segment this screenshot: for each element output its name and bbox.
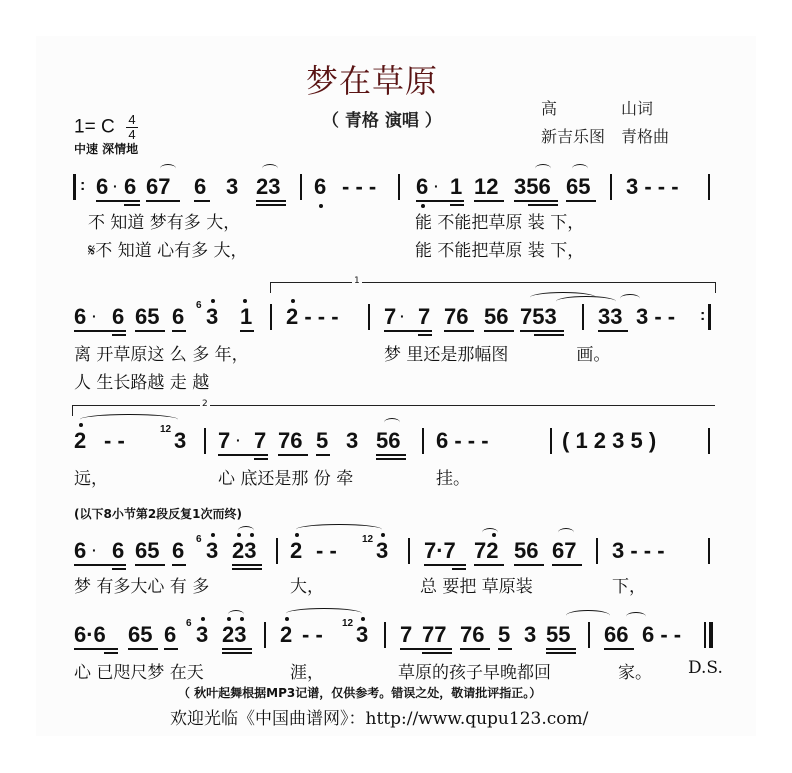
slur [620,294,640,303]
lyric-line-3b: 心 底还是那 份 牵 [218,469,354,489]
lyric-verse-1-right: 梦 里还是那幅图 画。 [384,345,611,365]
score-line-5: 6·6 65 6 6 3 23 2 - - 12 3 7 77 76 5 3 55 66 6 - - [0,622,792,662]
final-barline-thick [709,622,713,648]
lyric-verse-2: 人 生长路越 走 越 [74,373,210,393]
barline [422,428,424,454]
barline [408,538,410,564]
score-line-4: 6 · 6 65 6 6 3 23 2 - - 12 3 7·7 72 56 67 3 - - - [0,538,792,578]
final-barline-thin [704,622,706,648]
barline [276,538,278,564]
repeat-instruction: (以下8小节第2段反复1次而终) [74,507,243,521]
dal-segno: D.S. [688,658,723,678]
lyric-line-5c: 草原的孩子早晚都回 [398,663,551,683]
singer-credit: （ 青格 演唱 ） [322,111,442,131]
slur [384,418,400,427]
lyric-line-5d: 家。 [618,663,652,683]
lyric-line-4d: 下， [612,577,646,597]
lyric-line-3a: 远， [74,469,108,489]
barline [588,622,590,648]
barline [398,174,400,200]
barline [384,622,386,648]
barline [204,428,206,454]
slur [262,164,278,173]
slur [228,610,244,619]
barline [708,174,710,200]
lyric-line-5a: 心 已咫尺梦 在天 [74,663,204,683]
slur [558,528,574,537]
slur [296,524,382,535]
score-line-2: 6 · 6 65 6 6 3 1 2 - - - 7 · 7 76 56 753 33 3 - - : [0,304,792,344]
transcription-note: （ 秋叶起舞根据MP3记谱，仅供参考。错误之处，敬请批评指正。） [178,686,542,700]
barline [550,428,552,454]
barline [596,538,598,564]
slur [238,526,254,535]
lyric-line-4c: 总 要把 草原装 [420,577,533,597]
lyric-verse-1: 离 开草原这 么 多 年， [74,345,249,365]
barline [368,304,370,330]
repeat-end-barline [708,304,711,330]
slur [80,414,178,425]
slur [286,608,362,619]
barline [708,428,710,454]
barline [582,304,584,330]
repeat-start-barline [73,174,76,200]
lyric-line-5b: 涯， [290,663,324,683]
song-title: 梦在草原 [306,62,439,100]
barline [300,174,302,200]
website-welcome: 欢迎光临《中国曲谱网》：http://www.qupu123.com/ [170,709,589,729]
lyric-line-4b: 大， [290,577,324,597]
time-signature: $\frac{4}{4}$ [126,114,138,141]
lyric-verse-1-right: 能 不能把草原 装 下， [415,213,585,233]
slur [566,610,610,621]
lyric-line-3c: 挂。 [436,469,470,489]
slur [572,164,588,173]
barline [708,538,710,564]
slur [626,612,646,621]
barline [264,622,266,648]
key-label: 1= C [74,116,115,138]
key-signature [74,114,138,141]
volta-1 [270,282,716,293]
lyric-line-4a: 梦 有多大心 有 多 [74,577,210,597]
lyricist-credit: 高 山词 [541,99,654,118]
barline [270,304,272,330]
lyric-verse-1: 不 知道 梦有多 大， [88,213,241,233]
composer-credit: 新吉乐图 青格曲 [541,127,670,146]
lyric-verse-2: 𝄋不 知道 心有多 大， [88,241,248,261]
score-line-3: 2 - - 12 3 7 · 7 76 5 3 56 6 - - - ( 1 2 3 5 ) [0,428,792,468]
slur [535,164,551,173]
barline [610,174,612,200]
lyric-verse-2-right: 能 不能把草原 装 下， [415,241,585,261]
slur [482,528,498,537]
score-line-1: : 6 · 6 67 6 3 23 6 - - - 6 · 1 12 356 65 3 - - - [0,174,792,214]
tempo-marking: 中速 深情地 [74,142,139,156]
volta-2 [72,405,715,416]
slur [160,164,176,173]
